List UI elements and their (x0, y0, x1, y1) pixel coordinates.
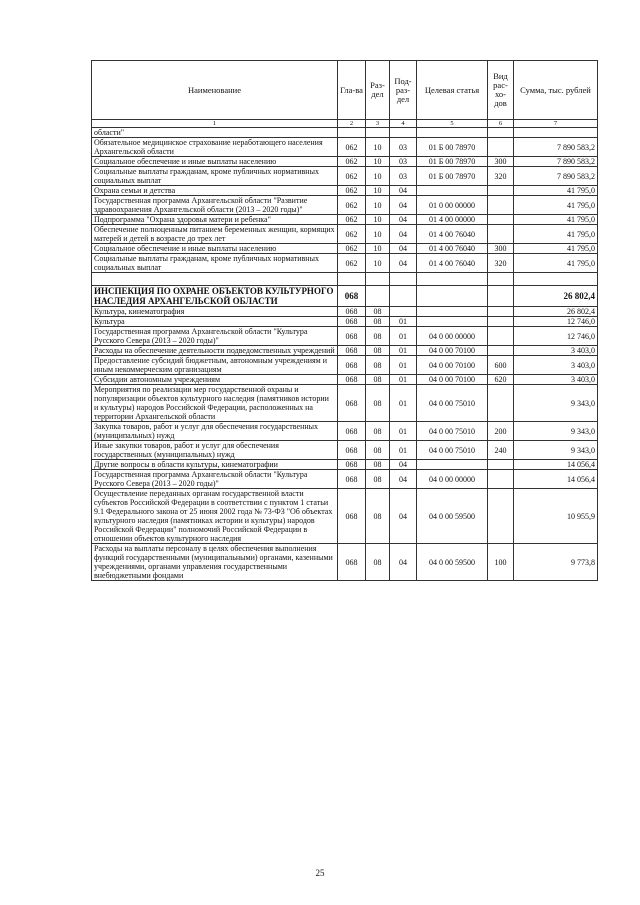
cell-sum: 12 746,0 (514, 317, 598, 327)
cell-podrazdel: 03 (390, 138, 417, 157)
column-number: 1 (92, 120, 338, 128)
table-row (92, 286, 598, 307)
table-row (92, 215, 598, 225)
cell-glava: 068 (338, 470, 366, 489)
table-row (92, 317, 598, 327)
cell-target (417, 128, 488, 138)
cell-razdel: 10 (366, 254, 390, 273)
cell-glava (338, 273, 366, 286)
cell-glava: 068 (338, 375, 366, 385)
cell-razdel: 10 (366, 157, 390, 167)
cell-razdel: 10 (366, 244, 390, 254)
cell-razdel: 10 (366, 196, 390, 215)
page-number: 25 (315, 868, 325, 878)
cell-sum (514, 128, 598, 138)
table-row (92, 244, 598, 254)
cell-podrazdel: 01 (390, 317, 417, 327)
cell-vid (488, 196, 514, 215)
table-header-row (92, 61, 598, 120)
cell-sum: 9 773,8 (514, 544, 598, 581)
cell-glava: 062 (338, 196, 366, 215)
cell-razdel: 10 (366, 186, 390, 196)
cell-name: Социальные выплаты гражданам, кроме публичных нормативных социальных выплат (92, 254, 338, 273)
cell-podrazdel: 01 (390, 375, 417, 385)
cell-name (92, 273, 338, 286)
cell-glava: 068 (338, 422, 366, 441)
column-number: 3 (366, 120, 390, 128)
cell-sum: 9 343,0 (514, 422, 598, 441)
cell-podrazdel: 04 (390, 225, 417, 244)
cell-podrazdel: 04 (390, 544, 417, 581)
column-number: 2 (338, 120, 366, 128)
cell-glava: 062 (338, 244, 366, 254)
cell-name: Обеспечение полноценным питанием беременных женщин, кормящих матерей и детей в возрасте до трех лет (92, 225, 338, 244)
header-glava: Гла-ва (338, 61, 366, 120)
cell-name: Обязательное медицинское страхование неработающего населения Архангельской области (92, 138, 338, 157)
cell-target: 04 0 00 59500 (417, 544, 488, 581)
cell-podrazdel (390, 273, 417, 286)
cell-razdel (366, 273, 390, 286)
cell-name: Социальное обеспечение и иные выплаты населению (92, 157, 338, 167)
cell-name: Мероприятия по реализации мер государственной охраны и популяризации объектов культурного наследия (памятников истории и культуры) народов Российской Федерации, расположенных на территории Архангельской области (92, 385, 338, 422)
cell-glava: 062 (338, 215, 366, 225)
table-row (92, 327, 598, 346)
cell-name: Расходы на обеспечение деятельности подведомственных учреждений (92, 346, 338, 356)
cell-podrazdel: 01 (390, 356, 417, 375)
cell-vid: 320 (488, 254, 514, 273)
cell-podrazdel: 04 (390, 489, 417, 544)
cell-sum: 9 343,0 (514, 441, 598, 460)
table-row (92, 460, 598, 470)
cell-vid: 320 (488, 167, 514, 186)
cell-sum: 41 795,0 (514, 254, 598, 273)
cell-target: 01 4 00 76040 (417, 225, 488, 244)
cell-name: ИНСПЕКЦИЯ ПО ОХРАНЕ ОБЪЕКТОВ КУЛЬТУРНОГО НАСЛЕДИЯ АРХАНГЕЛЬСКОЙ ОБЛАСТИ (92, 286, 338, 307)
cell-razdel: 10 (366, 225, 390, 244)
cell-razdel: 10 (366, 215, 390, 225)
cell-razdel: 10 (366, 138, 390, 157)
cell-podrazdel (390, 128, 417, 138)
cell-vid (488, 186, 514, 196)
cell-glava: 068 (338, 441, 366, 460)
cell-name: Культура, кинематография (92, 307, 338, 317)
cell-razdel: 08 (366, 375, 390, 385)
cell-glava: 068 (338, 327, 366, 346)
cell-razdel: 10 (366, 167, 390, 186)
cell-target: 01 Б 00 78970 (417, 138, 488, 157)
cell-target: 04 0 00 00000 (417, 470, 488, 489)
cell-razdel: 08 (366, 489, 390, 544)
cell-razdel: 08 (366, 317, 390, 327)
cell-name: Социальные выплаты гражданам, кроме публичных нормативных социальных выплат (92, 167, 338, 186)
cell-razdel (366, 128, 390, 138)
cell-podrazdel: 01 (390, 327, 417, 346)
cell-vid (488, 317, 514, 327)
cell-razdel: 08 (366, 470, 390, 489)
table-row (92, 128, 598, 138)
column-number: 6 (488, 120, 514, 128)
cell-vid (488, 460, 514, 470)
cell-name: Другие вопросы в области культуры, кинематографии (92, 460, 338, 470)
cell-sum: 7 890 583,2 (514, 138, 598, 157)
cell-glava: 062 (338, 225, 366, 244)
cell-target (417, 317, 488, 327)
cell-target (417, 307, 488, 317)
cell-glava: 062 (338, 167, 366, 186)
cell-razdel: 08 (366, 307, 390, 317)
cell-vid: 300 (488, 157, 514, 167)
table-row (92, 254, 598, 273)
cell-glava: 068 (338, 356, 366, 375)
cell-target (417, 460, 488, 470)
cell-razdel: 08 (366, 460, 390, 470)
table-row (92, 544, 598, 581)
cell-sum: 41 795,0 (514, 186, 598, 196)
cell-sum: 14 056,4 (514, 470, 598, 489)
cell-target (417, 286, 488, 307)
cell-vid: 620 (488, 375, 514, 385)
cell-sum: 41 795,0 (514, 196, 598, 215)
cell-podrazdel: 03 (390, 167, 417, 186)
cell-target (417, 186, 488, 196)
cell-sum: 41 795,0 (514, 215, 598, 225)
cell-podrazdel (390, 286, 417, 307)
cell-sum: 41 795,0 (514, 225, 598, 244)
cell-glava: 068 (338, 346, 366, 356)
cell-name: Подпрограмма "Охрана здоровья матери и ребенка" (92, 215, 338, 225)
cell-vid (488, 327, 514, 346)
cell-podrazdel: 04 (390, 460, 417, 470)
header-razdel: Раз-дел (366, 61, 390, 120)
cell-vid (488, 225, 514, 244)
table-row (92, 385, 598, 422)
cell-glava: 068 (338, 460, 366, 470)
cell-podrazdel (390, 307, 417, 317)
cell-glava: 068 (338, 489, 366, 544)
table-row (92, 307, 598, 317)
cell-sum: 3 403,0 (514, 356, 598, 375)
table-row (92, 375, 598, 385)
cell-vid (488, 307, 514, 317)
cell-glava: 068 (338, 385, 366, 422)
cell-target (417, 273, 488, 286)
cell-sum: 7 890 583,2 (514, 157, 598, 167)
table-row (92, 186, 598, 196)
cell-target: 01 Б 00 78970 (417, 157, 488, 167)
cell-podrazdel: 04 (390, 196, 417, 215)
cell-name: Закупка товаров, работ и услуг для обеспечения государственных (муниципальных) нужд (92, 422, 338, 441)
table-row (92, 470, 598, 489)
cell-razdel: 08 (366, 356, 390, 375)
table-row (92, 356, 598, 375)
cell-vid: 100 (488, 544, 514, 581)
column-number: 7 (514, 120, 598, 128)
header-name: Наименование (92, 61, 338, 120)
cell-sum: 14 056,4 (514, 460, 598, 470)
cell-vid (488, 346, 514, 356)
table-row (92, 422, 598, 441)
cell-sum: 41 795,0 (514, 244, 598, 254)
cell-name: Осуществление переданных органам государственной власти субъектов Российской Федерации в соответствии с пунктом 1 статьи 9.1 Федерального закона от 25 июня 2002 года № 73-ФЗ "Об объектах культурного наследия (памятниках истории и культуры) народов Российской Федерации" полномочий Российской Федерации в отношении объектов культурного наследия (92, 489, 338, 544)
cell-podrazdel: 01 (390, 346, 417, 356)
cell-vid: 200 (488, 422, 514, 441)
cell-podrazdel: 04 (390, 215, 417, 225)
cell-podrazdel: 04 (390, 254, 417, 273)
column-number: 5 (417, 120, 488, 128)
cell-name: Иные закупки товаров, работ и услуг для обеспечения государственных (муниципальных) нужд (92, 441, 338, 460)
cell-glava: 068 (338, 286, 366, 307)
cell-vid: 240 (488, 441, 514, 460)
column-number: 4 (390, 120, 417, 128)
cell-target: 01 0 00 00000 (417, 196, 488, 215)
cell-podrazdel: 04 (390, 186, 417, 196)
cell-vid (488, 138, 514, 157)
cell-sum: 26 802,4 (514, 286, 598, 307)
column-number-row (92, 120, 598, 128)
cell-name: Субсидии автономным учреждениям (92, 375, 338, 385)
cell-name: Государственная программа Архангельской области "Культура Русского Севера (2013 – 2020 годы)" (92, 470, 338, 489)
cell-sum: 3 403,0 (514, 375, 598, 385)
cell-sum: 3 403,0 (514, 346, 598, 356)
cell-glava: 062 (338, 138, 366, 157)
table-row (92, 225, 598, 244)
table-row (92, 157, 598, 167)
cell-vid (488, 470, 514, 489)
cell-podrazdel: 04 (390, 244, 417, 254)
cell-podrazdel: 03 (390, 157, 417, 167)
cell-target: 04 0 00 59500 (417, 489, 488, 544)
cell-target: 01 4 00 00000 (417, 215, 488, 225)
table-row (92, 138, 598, 157)
table-row (92, 196, 598, 215)
cell-name: Государственная программа Архангельской области "Культура Русского Севера (2013 – 2020 годы)" (92, 327, 338, 346)
cell-vid (488, 273, 514, 286)
cell-podrazdel: 01 (390, 385, 417, 422)
cell-name: области" (92, 128, 338, 138)
cell-podrazdel: 04 (390, 470, 417, 489)
cell-target: 04 0 00 70100 (417, 375, 488, 385)
cell-name: Расходы на выплаты персоналу в целях обеспечения выполнения функций государственными (муниципальными) органами, казенными учреждениями, органами управления государственными внебюджетными фондами (92, 544, 338, 581)
cell-glava (338, 128, 366, 138)
header-sum: Сумма, тыс. рублей (514, 61, 598, 120)
table-row (92, 441, 598, 460)
cell-target: 04 0 00 75010 (417, 385, 488, 422)
cell-target: 01 4 00 76040 (417, 244, 488, 254)
cell-vid (488, 286, 514, 307)
cell-vid: 600 (488, 356, 514, 375)
cell-razdel: 08 (366, 441, 390, 460)
cell-razdel: 08 (366, 346, 390, 356)
cell-target: 04 0 00 75010 (417, 441, 488, 460)
table-row (92, 489, 598, 544)
cell-target: 04 0 00 75010 (417, 422, 488, 441)
table-row (92, 167, 598, 186)
cell-name: Охрана семьи и детства (92, 186, 338, 196)
cell-vid: 300 (488, 244, 514, 254)
cell-glava: 062 (338, 254, 366, 273)
cell-glava: 062 (338, 157, 366, 167)
cell-sum: 12 746,0 (514, 327, 598, 346)
cell-razdel: 08 (366, 385, 390, 422)
cell-name: Предоставление субсидий бюджетным, автономным учреждениям и иным некоммерческим организациям (92, 356, 338, 375)
cell-podrazdel: 01 (390, 441, 417, 460)
cell-name: Социальное обеспечение и иные выплаты населению (92, 244, 338, 254)
cell-razdel: 08 (366, 327, 390, 346)
cell-sum: 7 890 583,2 (514, 167, 598, 186)
budget-table (91, 60, 598, 581)
cell-glava: 062 (338, 186, 366, 196)
cell-glava: 068 (338, 544, 366, 581)
cell-vid (488, 489, 514, 544)
cell-sum: 10 955,9 (514, 489, 598, 544)
cell-target: 04 0 00 00000 (417, 327, 488, 346)
cell-target: 04 0 00 70100 (417, 346, 488, 356)
cell-glava: 068 (338, 307, 366, 317)
spacer-row (92, 273, 598, 286)
header-podrazdel: Под-раз-дел (390, 61, 417, 120)
cell-vid (488, 215, 514, 225)
cell-name: Культура (92, 317, 338, 327)
cell-glava: 068 (338, 317, 366, 327)
cell-target: 01 Б 00 78970 (417, 167, 488, 186)
cell-target: 01 4 00 76040 (417, 254, 488, 273)
cell-vid (488, 128, 514, 138)
cell-razdel: 08 (366, 422, 390, 441)
cell-vid (488, 385, 514, 422)
cell-razdel: 08 (366, 544, 390, 581)
cell-sum: 9 343,0 (514, 385, 598, 422)
cell-sum (514, 273, 598, 286)
header-target: Целевая статья (417, 61, 488, 120)
cell-target: 04 0 00 70100 (417, 356, 488, 375)
cell-name: Государственная программа Архангельской области "Развитие здравоохранения Архангельской области (2013 – 2020 годы)" (92, 196, 338, 215)
cell-sum: 26 802,4 (514, 307, 598, 317)
table-row (92, 346, 598, 356)
cell-podrazdel: 01 (390, 422, 417, 441)
cell-razdel (366, 286, 390, 307)
header-vid: Вид рас-хо-дов (488, 61, 514, 120)
